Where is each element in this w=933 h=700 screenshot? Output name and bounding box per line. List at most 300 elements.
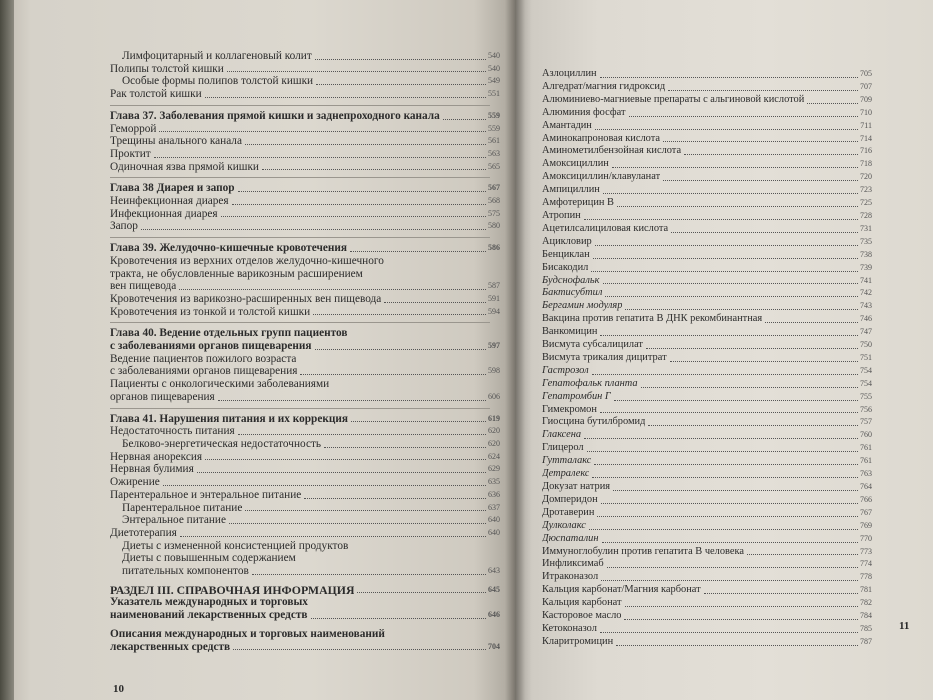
toc-entry bbox=[110, 489, 500, 502]
toc-dot-leader bbox=[315, 349, 486, 350]
toc-dot-leader bbox=[668, 90, 858, 91]
toc-dot-leader bbox=[587, 451, 858, 452]
toc-dot-leader bbox=[316, 84, 486, 85]
toc-entry bbox=[110, 255, 500, 268]
toc-entry-page: 770 bbox=[860, 533, 872, 543]
toc-entry bbox=[542, 300, 872, 313]
toc-dot-leader bbox=[663, 141, 858, 142]
toc-dot-leader bbox=[252, 574, 486, 575]
toc-entry-page: 586 bbox=[488, 243, 500, 253]
toc-entry-page: 774 bbox=[860, 559, 872, 569]
toc-dot-leader bbox=[592, 374, 858, 375]
toc-entry-title: Неинфекционная диарея bbox=[110, 195, 229, 208]
toc-dot-leader bbox=[229, 523, 486, 524]
toc-entry-title: Кетоконазол bbox=[542, 622, 597, 634]
toc-dot-leader bbox=[747, 554, 858, 555]
toc-entry bbox=[110, 463, 500, 476]
toc-entry-title: Кровотечения из варикозно-расширенных вен пищевода bbox=[110, 292, 382, 305]
toc-dot-leader bbox=[311, 618, 486, 619]
toc-entry-page: 540 bbox=[488, 63, 500, 73]
toc-entry bbox=[110, 75, 500, 88]
toc-entry-page: 763 bbox=[860, 469, 872, 479]
toc-entry-title: наименований лекарственных средств bbox=[110, 609, 308, 622]
toc-entry-title: Касторовое масло bbox=[542, 610, 622, 622]
toc-entry bbox=[110, 135, 500, 148]
toc-entry-page: 636 bbox=[488, 489, 500, 499]
toc-entry-page: 728 bbox=[860, 210, 872, 220]
toc-entry-title: Алгедрат/магния гидроксид bbox=[542, 80, 666, 92]
toc-entry-page: 714 bbox=[860, 133, 872, 143]
toc-entry bbox=[110, 293, 500, 306]
toc-entry-title: Ванкомицин bbox=[542, 326, 598, 338]
toc-entry-page: 559 bbox=[488, 123, 500, 133]
toc-entry-page: 746 bbox=[860, 314, 872, 324]
toc-dot-leader bbox=[324, 447, 486, 448]
toc-entry bbox=[542, 275, 872, 288]
toc-entry-page: 764 bbox=[860, 482, 872, 491]
toc-dot-leader bbox=[594, 464, 858, 465]
toc-entry bbox=[110, 306, 500, 319]
toc-entry-title: Кальция карбонат bbox=[542, 597, 622, 609]
toc-entry bbox=[110, 268, 500, 281]
toc-entry-page: 597 bbox=[488, 341, 500, 351]
toc-entry-title: Глицерол bbox=[542, 442, 584, 454]
toc-entry-page: 561 bbox=[488, 136, 500, 146]
toc-entry-page: 624 bbox=[488, 451, 500, 461]
toc-dot-leader bbox=[262, 169, 486, 170]
toc-entry-page: 754 bbox=[860, 365, 872, 375]
toc-entry bbox=[110, 63, 500, 76]
toc-entry bbox=[110, 514, 500, 527]
toc-entry-title: Аминометилбензойная кислота bbox=[542, 145, 682, 157]
toc-entry-page: 580 bbox=[488, 221, 500, 231]
toc-entry bbox=[110, 628, 500, 641]
toc-entry-page: 549 bbox=[488, 76, 500, 86]
toc-dot-leader bbox=[597, 516, 858, 517]
toc-dot-leader bbox=[600, 412, 858, 413]
toc-entry-page: 591 bbox=[488, 293, 500, 303]
toc-entry bbox=[542, 249, 872, 262]
chapter-divider bbox=[110, 177, 490, 178]
toc-entry bbox=[542, 416, 872, 429]
toc-entry-title: Кальция карбонат/Магния карбонат bbox=[542, 584, 701, 596]
toc-entry-page: 575 bbox=[488, 208, 500, 218]
toc-entry-page: 739 bbox=[860, 262, 872, 272]
toc-entry bbox=[110, 148, 500, 161]
toc-entry-page: 767 bbox=[860, 507, 872, 517]
toc-entry-page: 707 bbox=[860, 81, 872, 91]
toc-dot-leader bbox=[663, 180, 858, 181]
toc-entry bbox=[110, 365, 500, 378]
toc-entry bbox=[110, 609, 500, 622]
toc-entry bbox=[110, 641, 500, 654]
toc-entry-page: 619 bbox=[488, 413, 500, 423]
toc-dot-leader bbox=[646, 348, 858, 349]
book-cover-edge bbox=[0, 0, 14, 700]
toc-entry-title: Амфотерицин В bbox=[542, 197, 614, 209]
toc-entry bbox=[542, 287, 872, 300]
toc-entry-page: 720 bbox=[860, 172, 872, 182]
toc-entry-page: 741 bbox=[860, 275, 872, 285]
toc-entry-title: Парентеральное питание bbox=[122, 501, 243, 514]
toc-entry bbox=[542, 391, 872, 404]
toc-dot-leader bbox=[595, 245, 858, 246]
toc-entry-page: 743 bbox=[860, 301, 872, 311]
toc-dot-leader bbox=[629, 116, 859, 117]
toc-entry-title: Гимекромон bbox=[542, 403, 597, 415]
chapter-divider bbox=[110, 322, 490, 323]
toc-dot-leader bbox=[704, 593, 858, 594]
toc-entry-title: Алюминиево-магниевые препараты с альгиновой кислотой bbox=[542, 93, 805, 105]
toc-right bbox=[542, 68, 872, 649]
toc-entry-title: Ампициллин bbox=[542, 184, 600, 196]
toc-entry-page: 640 bbox=[488, 527, 500, 537]
toc-dot-leader bbox=[159, 131, 486, 132]
toc-entry-page: 756 bbox=[860, 404, 872, 414]
toc-entry-page: 725 bbox=[860, 198, 872, 208]
toc-entry-title: Инфекционная диарея bbox=[110, 207, 218, 220]
toc-entry-page: 704 bbox=[488, 641, 500, 651]
toc-entry bbox=[542, 610, 872, 623]
toc-entry-title: Особые формы полипов толстой кишки bbox=[122, 75, 314, 88]
toc-entry bbox=[110, 50, 500, 63]
toc-entry-title: Ведение пациентов пожилого возраста bbox=[110, 352, 297, 365]
toc-entry bbox=[110, 208, 500, 221]
toc-left bbox=[110, 50, 500, 653]
chapter-divider bbox=[110, 408, 490, 409]
toc-entry-page: 587 bbox=[488, 281, 500, 291]
toc-entry-page: 640 bbox=[488, 515, 500, 525]
toc-entry-title: Глава 39. Желудочно-кишечные кровотечения bbox=[110, 242, 347, 255]
toc-dot-leader bbox=[625, 309, 858, 310]
toc-entry bbox=[542, 584, 872, 597]
toc-dot-leader bbox=[245, 144, 486, 145]
toc-dot-leader bbox=[593, 258, 858, 259]
toc-dot-leader bbox=[315, 59, 486, 60]
toc-entry bbox=[542, 68, 872, 81]
book-spine-shadow bbox=[505, 0, 525, 700]
toc-entry-page: 784 bbox=[860, 611, 872, 621]
toc-entry-title: Атропин bbox=[542, 209, 581, 221]
toc-entry bbox=[542, 571, 872, 584]
toc-dot-leader bbox=[614, 400, 858, 401]
toc-entry-page: 646 bbox=[488, 610, 500, 620]
toc-entry-page: 785 bbox=[860, 623, 872, 633]
toc-entry-page: 778 bbox=[860, 572, 872, 582]
toc-entry-title: Глава 38 Диарея и запор bbox=[110, 182, 235, 195]
toc-dot-leader bbox=[179, 289, 486, 290]
toc-entry bbox=[110, 123, 500, 136]
toc-entry-title: Амоксициллин bbox=[542, 158, 609, 170]
toc-entry-title: Глава 41. Нарушения питания и их коррекция bbox=[110, 412, 348, 425]
toc-dot-leader bbox=[584, 219, 858, 220]
toc-entry bbox=[542, 468, 872, 481]
toc-entry bbox=[542, 623, 872, 636]
toc-entry-title: с заболеваниями органов пищеварения bbox=[110, 340, 312, 353]
toc-entry-title: вен пищевода bbox=[110, 280, 177, 293]
toc-entry bbox=[542, 133, 872, 146]
toc-entry-page: 731 bbox=[860, 223, 872, 233]
toc-dot-leader bbox=[670, 361, 858, 362]
toc-entry-title: Дротаверин bbox=[542, 506, 595, 518]
toc-dot-leader bbox=[625, 606, 858, 607]
toc-entry-page: 709 bbox=[860, 94, 872, 104]
toc-dot-leader bbox=[617, 206, 858, 207]
toc-entry-title: Кларитромицин bbox=[542, 635, 614, 647]
toc-entry-page: 563 bbox=[488, 148, 500, 158]
toc-entry-title: Глава 40. Ведение отдельных групп пациентов bbox=[110, 327, 348, 340]
toc-entry-title: Вакцина против гепатита В ДНК рекомбинантная bbox=[542, 313, 763, 325]
toc-dot-leader bbox=[807, 103, 858, 104]
toc-dot-leader bbox=[197, 472, 486, 473]
toc-dot-leader bbox=[624, 619, 858, 620]
toc-dot-leader bbox=[163, 485, 486, 486]
toc-entry bbox=[542, 171, 872, 184]
toc-entry bbox=[542, 313, 872, 326]
toc-entry-page: 754 bbox=[860, 378, 872, 388]
toc-entry-title: Домперидон bbox=[542, 493, 598, 505]
toc-dot-leader bbox=[591, 271, 858, 272]
toc-entry-title: Диеты с повышенным содержанием bbox=[122, 552, 296, 565]
toc-dot-leader bbox=[300, 374, 486, 375]
toc-entry-title: Докузат натрия bbox=[542, 481, 611, 492]
toc-entry-title: Итраконазол bbox=[542, 571, 599, 583]
toc-entry bbox=[542, 262, 872, 275]
page-number-right: 11 bbox=[899, 620, 910, 632]
toc-dot-leader bbox=[232, 204, 486, 205]
toc-dot-leader bbox=[601, 580, 858, 581]
toc-dot-leader bbox=[238, 434, 486, 435]
toc-entry-title: Аминокапроновая кислота bbox=[542, 132, 660, 144]
toc-entry-page: 551 bbox=[488, 89, 500, 99]
toc-dot-leader bbox=[384, 302, 486, 303]
toc-entry bbox=[542, 429, 872, 442]
toc-dot-leader bbox=[180, 536, 486, 537]
toc-entry bbox=[110, 327, 500, 340]
toc-entry-page: 750 bbox=[860, 340, 872, 350]
toc-entry bbox=[110, 438, 500, 451]
toc-entry-title: Гастрозол bbox=[542, 364, 589, 376]
toc-entry-page: 540 bbox=[488, 51, 500, 60]
toc-entry-title: Лимфоцитарный и коллагеновый колит bbox=[122, 50, 312, 62]
chapter-divider bbox=[110, 105, 490, 106]
toc-dot-leader bbox=[589, 529, 858, 530]
toc-entry bbox=[542, 404, 872, 417]
toc-dot-leader bbox=[351, 421, 486, 422]
toc-entry bbox=[542, 481, 872, 494]
toc-entry-title: Глаксена bbox=[542, 429, 582, 441]
toc-entry bbox=[542, 210, 872, 223]
toc-entry-page: 620 bbox=[488, 438, 500, 448]
toc-entry-page: 718 bbox=[860, 159, 872, 169]
toc-dot-leader bbox=[601, 503, 858, 504]
toc-entry-title: Трещины анального канала bbox=[110, 135, 242, 148]
toc-entry bbox=[110, 540, 500, 553]
toc-entry-title: тракта, не обусловленные варикозным расширением bbox=[110, 267, 363, 280]
toc-entry-title: Геморрой bbox=[110, 122, 157, 135]
toc-entry-title: Нервная булимия bbox=[110, 463, 194, 476]
toc-entry bbox=[110, 353, 500, 366]
toc-entry-page: 760 bbox=[860, 430, 872, 440]
toc-entry-title: Будснофальк bbox=[542, 274, 600, 286]
toc-entry bbox=[542, 546, 872, 559]
toc-entry-page: 742 bbox=[860, 288, 872, 298]
toc-entry-title: Висмута трикалия дицитрат bbox=[542, 351, 667, 363]
toc-entry-page: 567 bbox=[488, 183, 500, 193]
toc-entry bbox=[110, 220, 500, 233]
toc-entry-title: Диеты с измененной консистенцией продуктов bbox=[122, 539, 349, 552]
page-number-left: 10 bbox=[113, 683, 124, 695]
toc-entry-title: Кровотечения из тонкой и толстой кишки bbox=[110, 305, 311, 318]
toc-entry bbox=[110, 425, 500, 438]
toc-entry bbox=[542, 158, 872, 171]
toc-entry-page: 738 bbox=[860, 249, 872, 259]
toc-entry bbox=[110, 195, 500, 208]
toc-entry bbox=[542, 636, 872, 649]
toc-dot-leader bbox=[595, 129, 858, 130]
toc-entry-title: Полипы толстой кишки bbox=[110, 62, 224, 75]
toc-entry-title: питательных компонентов bbox=[122, 565, 249, 578]
toc-entry-title: Ацетилсалициловая кислота bbox=[542, 222, 669, 234]
toc-entry bbox=[110, 451, 500, 464]
toc-dot-leader bbox=[218, 400, 486, 401]
toc-entry bbox=[110, 110, 500, 123]
toc-entry-page: 565 bbox=[488, 161, 500, 171]
toc-dot-leader bbox=[641, 387, 858, 388]
toc-entry-page: 761 bbox=[860, 456, 872, 466]
toc-dot-leader bbox=[607, 567, 858, 568]
toc-entry-title: Дюспаталин bbox=[542, 532, 599, 544]
toc-dot-leader bbox=[205, 459, 486, 460]
toc-entry-page: 782 bbox=[860, 598, 872, 608]
toc-entry-title: Висмута субсалицилат bbox=[542, 339, 643, 351]
toc-entry-title: Рак толстой кишки bbox=[110, 88, 202, 101]
toc-entry-title: Одиночная язва прямой кишки bbox=[110, 160, 259, 173]
toc-entry-title: Парентеральное и энтеральное питание bbox=[110, 488, 302, 501]
toc-entry-page: 705 bbox=[860, 69, 872, 78]
toc-dot-leader bbox=[227, 71, 486, 72]
toc-dot-leader bbox=[205, 97, 486, 98]
toc-entry-page: 568 bbox=[488, 196, 500, 206]
chapter-divider bbox=[110, 237, 490, 238]
toc-entry-page: 787 bbox=[860, 636, 872, 646]
toc-dot-leader bbox=[304, 498, 486, 499]
toc-entry bbox=[542, 197, 872, 210]
toc-entry bbox=[110, 565, 500, 578]
toc-entry bbox=[542, 184, 872, 197]
toc-entry bbox=[542, 107, 872, 120]
toc-entry-title: Азлоциллин bbox=[542, 68, 597, 79]
toc-entry-page: 766 bbox=[860, 494, 872, 504]
toc-dot-leader bbox=[600, 77, 858, 78]
toc-entry-page: 629 bbox=[488, 464, 500, 474]
toc-entry-title: Ацикловир bbox=[542, 235, 592, 247]
toc-entry bbox=[542, 339, 872, 352]
toc-entry bbox=[542, 378, 872, 391]
toc-entry-page: 620 bbox=[488, 426, 500, 436]
toc-entry bbox=[110, 552, 500, 565]
toc-entry-title: органов пищеварения bbox=[110, 390, 215, 403]
toc-entry-page: 723 bbox=[860, 185, 872, 195]
toc-entry bbox=[542, 145, 872, 158]
toc-dot-leader bbox=[592, 477, 858, 478]
toc-entry bbox=[110, 88, 500, 101]
toc-entry-title: Иммуноглобулин против гепатита В человека bbox=[542, 545, 744, 557]
toc-entry bbox=[542, 494, 872, 507]
toc-entry-title: Инфликсимаб bbox=[542, 558, 604, 570]
toc-entry-title: Гиосцина бутилбромид bbox=[542, 416, 646, 428]
toc-entry-page: 761 bbox=[860, 443, 872, 453]
toc-dot-leader bbox=[600, 632, 858, 633]
toc-entry bbox=[542, 352, 872, 365]
toc-entry bbox=[542, 597, 872, 610]
toc-entry-title: Запор bbox=[110, 220, 138, 233]
toc-entry bbox=[542, 326, 872, 339]
toc-dot-leader bbox=[238, 191, 486, 192]
toc-entry-page: 716 bbox=[860, 146, 872, 156]
toc-entry-page: 757 bbox=[860, 417, 872, 427]
toc-entry bbox=[542, 520, 872, 533]
toc-entry bbox=[542, 236, 872, 249]
toc-dot-leader bbox=[613, 490, 858, 491]
toc-entry-title: Гепатофальк планта bbox=[542, 377, 638, 389]
toc-entry-page: 747 bbox=[860, 327, 872, 337]
toc-entry bbox=[542, 507, 872, 520]
toc-dot-leader bbox=[684, 154, 858, 155]
toc-entry-title: Бенциклан bbox=[542, 248, 590, 260]
toc-dot-leader bbox=[221, 216, 486, 217]
toc-entry-page: 769 bbox=[860, 520, 872, 530]
toc-dot-leader bbox=[602, 542, 858, 543]
toc-entry-title: с заболеваниями органов пищеварения bbox=[110, 365, 298, 378]
toc-entry-page: 637 bbox=[488, 502, 500, 512]
toc-dot-leader bbox=[603, 193, 858, 194]
toc-entry bbox=[110, 476, 500, 489]
toc-entry-title: Нервная анорексия bbox=[110, 450, 203, 463]
toc-dot-leader bbox=[616, 645, 858, 646]
toc-entry-page: 643 bbox=[488, 566, 500, 576]
toc-dot-leader bbox=[233, 649, 486, 650]
toc-dot-leader bbox=[600, 335, 858, 336]
toc-entry-page: 710 bbox=[860, 107, 872, 117]
toc-entry-page: 781 bbox=[860, 585, 872, 595]
toc-entry-title: Амантадин bbox=[542, 119, 592, 131]
toc-entry-title: Указатель международных и торговых bbox=[110, 596, 308, 609]
toc-entry-title: РАЗДЕЛ III. СПРАВОЧНАЯ ИНФОРМАЦИЯ bbox=[110, 583, 355, 597]
toc-entry-title: Бактисубтил bbox=[542, 287, 603, 299]
toc-entry-page: 755 bbox=[860, 391, 872, 401]
toc-entry-page: 606 bbox=[488, 391, 500, 401]
toc-dot-leader bbox=[154, 157, 486, 158]
toc-entry bbox=[542, 223, 872, 236]
toc-entry-title: Бисакодил bbox=[542, 261, 589, 273]
toc-dot-leader bbox=[671, 232, 858, 233]
toc-entry bbox=[110, 340, 500, 353]
toc-entry bbox=[542, 81, 872, 94]
toc-entry-title: Алюминия фосфат bbox=[542, 106, 626, 118]
toc-entry bbox=[542, 94, 872, 107]
toc-entry-page: 635 bbox=[488, 477, 500, 487]
toc-entry-title: Недостаточность питания bbox=[110, 425, 235, 438]
toc-entry bbox=[110, 596, 500, 609]
toc-entry bbox=[110, 413, 500, 426]
toc-entry-page: 751 bbox=[860, 352, 872, 362]
toc-entry-title: Проктит bbox=[110, 147, 151, 160]
toc-entry-title: Ожирение bbox=[110, 476, 160, 489]
toc-dot-leader bbox=[584, 438, 858, 439]
toc-entry-title: Бергамин модуляр bbox=[542, 300, 623, 312]
toc-entry-title: Пациенты с онкологическими заболеваниями bbox=[110, 378, 330, 391]
